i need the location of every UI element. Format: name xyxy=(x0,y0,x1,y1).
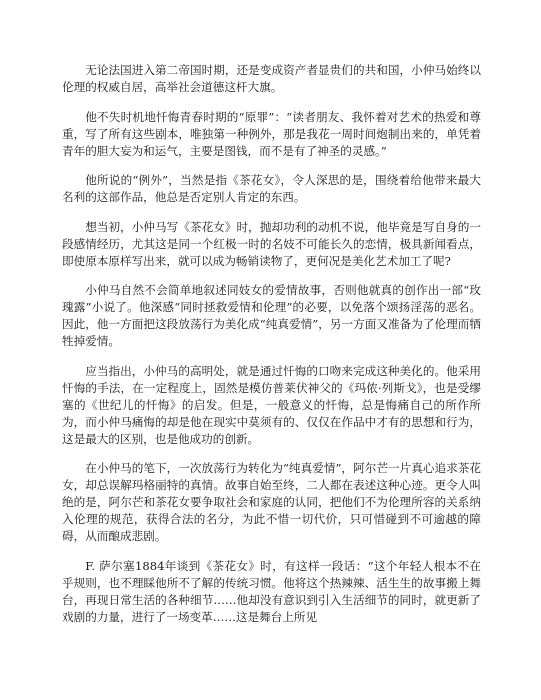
paragraph-5: 小仲马自然不会简单地叙述同妓女的爱情故事，否则他就真的创作出一部“玫瑰露”小说了。他深感“同时拯救爱情和伦理”的必要，以免落个颂扬淫荡的恶名。因此，他一方面把这段放荡行为美化成“纯真爱情”，另一方面又准备为了伦理而牺牲掉爱情。 xyxy=(62,283,481,348)
paragraph-2: 他不失时机地忏悔青春时期的“原罪”：“读者朋友、我怀着对艺术的热爱和尊重，写了所有这些剧本，唯独第一种例外，那是我花一周时间炮制出来的，单凭着青年的胆大妄为和运气，主要是图钱，而不是有了神圣的灵感。” xyxy=(62,109,481,158)
paragraph-3: 他所说的“例外”，当然是指《茶花女》，令人深思的是，围绕着给他带来最大名利的这部作品，他总是否定别人肯定的东西。 xyxy=(62,173,481,204)
paragraph-4: 想当初，小仲马写《茶花女》时，抛却功利的动机不说，他毕竟是写自身的一段感情经历，尤其这是同一个红极一时的名妓不可能长久的恋情，极具新闻看点，即使原本原样写出来，就可以成为畅销读物了，更何况是美化艺术加工了呢? xyxy=(62,219,481,268)
paragraph-6: 应当指出，小仲马的高明处，就是通过忏悔的口吻来完成这种美化的。他采用忏悔的手法，在一定程度上，固然是模仿普莱伏神父的《玛侬·列斯戈》，也是受缪塞的《世纪儿的忏悔》的启发。但是，一般意义的忏悔，总是悔痛自己的所作所为，而小仲马痛悔的却是他在现实中莫须有的、仅仅在作品中才有的思想和行为，这是最大的区别，也是他成功的创新。 xyxy=(62,363,481,446)
paragraph-8: F. 萨尔塞1884年谈到《茶花女》时，有这样一段话：“这个年轻人根本不在乎规则，也不理睬他所不了解的传统习惯。他将这个热辣辣、活生生的故事搬上舞台，再现日常生活的各种细节……他却没有意识到引入生活细节的同时，就更新了戏剧的力量，进行了一场变革……这是舞台上所见 xyxy=(62,558,481,624)
paragraph-1: 无论法国进入第二帝国时期，还是变成资产者显贵们的共和国，小仲马始终以伦理的权威自居，高举社会道德这杆大旗。 xyxy=(62,63,481,94)
paragraph-7: 在小仲马的笔下，一次放荡行为转化为“纯真爱情”，阿尔芒一片真心追求茶花女，却总误解玛格丽特的真情。故事自始至终，二人都在表述这种心迹。更令人叫绝的是，阿尔芒和茶花女要争取社会和家庭的认同，把他们不为伦理所容的关系纳入伦理的规范，获得合法的名分，为此不惜一切代价，只可惜碰到不可逾越的障碍，从而酿成悲剧。 xyxy=(62,461,481,543)
